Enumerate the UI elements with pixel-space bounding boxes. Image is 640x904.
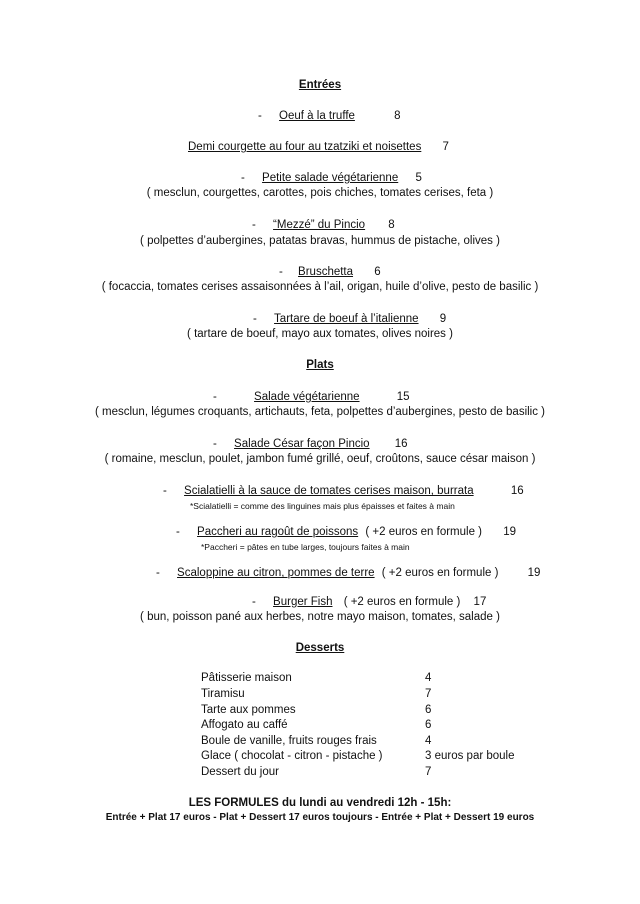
item-formule-note: ( +2 euros en formule ) bbox=[343, 596, 461, 608]
dessert-name: Dessert du jour bbox=[201, 766, 279, 778]
item-dash: - bbox=[279, 266, 283, 278]
item-price: 15 bbox=[396, 391, 410, 403]
item-dash: - bbox=[163, 485, 167, 497]
menu-item-tartare bbox=[253, 312, 446, 326]
item-name: Oeuf à la truffe bbox=[279, 110, 355, 122]
item-name: Burger Fish bbox=[273, 596, 333, 608]
item-name: Demi courgette au four au tzatziki et noisettes bbox=[188, 141, 422, 153]
item-price: 16 bbox=[510, 485, 524, 497]
dessert-price: 6 bbox=[425, 704, 432, 716]
item-dash: - bbox=[258, 110, 262, 122]
item-price: 5 bbox=[415, 172, 422, 184]
menu-item-salade-cesar bbox=[213, 437, 408, 451]
dessert-price: 4 bbox=[425, 672, 432, 684]
item-description: ( focaccia, tomates cerises assaisonnées à l’ail, origan, huile d’olive, pesto de basilic ) bbox=[101, 281, 539, 293]
menu-item-oeuf bbox=[258, 109, 401, 123]
dessert-price: 7 bbox=[425, 766, 432, 778]
dessert-name: Glace ( chocolat - citron - pistache ) bbox=[201, 750, 383, 762]
item-formule-note: ( +2 euros en formule ) bbox=[381, 567, 499, 579]
item-dash: - bbox=[213, 391, 217, 403]
dessert-name: Pâtisserie maison bbox=[201, 672, 292, 684]
dessert-price: 3 euros par boule bbox=[425, 750, 515, 762]
item-name: “Mezzé” du Pincio bbox=[273, 219, 366, 231]
dessert-price: 4 bbox=[425, 735, 432, 747]
item-dash: - bbox=[213, 438, 217, 450]
item-name: Petite salade végétarienne bbox=[262, 172, 399, 184]
item-name: Salade végétarienne bbox=[254, 391, 360, 403]
menu-item-scialatielli bbox=[163, 484, 524, 498]
item-dash: - bbox=[241, 172, 245, 184]
menu-item-scaloppine bbox=[156, 566, 540, 580]
item-description: ( mesclun, légumes croquants, artichauts, feta, polpettes d’aubergines, pesto de basilic ) bbox=[94, 406, 546, 418]
item-description: ( polpettes d’aubergines, patatas bravas, hummus de pistache, olives ) bbox=[140, 235, 500, 247]
dessert-name: Tarte aux pommes bbox=[201, 704, 296, 716]
menu-item-salade-vegetarienne bbox=[213, 390, 410, 404]
item-description: ( mesclun, courgettes, carottes, pois chiches, tomates cerises, feta ) bbox=[146, 187, 494, 199]
dessert-name: Tiramisu bbox=[201, 688, 245, 700]
item-name: Scialatielli à la sauce de tomates cerises maison, burrata bbox=[184, 485, 474, 497]
formules-detail: Entrée + Plat 17 euros - Plat + Dessert 17 euros toujours - Entrée + Plat + Dessert 19 euros bbox=[105, 812, 535, 823]
item-name: Scaloppine au citron, pommes de terre bbox=[177, 567, 375, 579]
item-price: 7 bbox=[442, 141, 449, 153]
dessert-price: 6 bbox=[425, 719, 432, 731]
item-price: 8 bbox=[388, 219, 395, 231]
item-footnote: *Paccheri = pâtes en tube larges, toujours faites à main bbox=[201, 542, 410, 552]
section-title-desserts: Desserts bbox=[295, 642, 345, 654]
item-dash: - bbox=[176, 526, 180, 538]
item-price: 19 bbox=[503, 526, 517, 538]
item-price: 8 bbox=[394, 110, 401, 122]
dessert-price: 7 bbox=[425, 688, 432, 700]
menu-item-burger-fish bbox=[252, 595, 486, 609]
menu-item-bruschetta bbox=[279, 265, 381, 279]
item-dash: - bbox=[252, 219, 256, 231]
section-title-plats: Plats bbox=[306, 359, 334, 371]
menu-item-mezze bbox=[252, 218, 395, 232]
item-name: Bruschetta bbox=[298, 266, 354, 278]
menu-item-paccheri bbox=[176, 525, 516, 539]
item-price: 16 bbox=[394, 438, 408, 450]
item-price: 9 bbox=[439, 313, 447, 325]
item-price: 17 bbox=[473, 596, 487, 608]
item-name: Tartare de boeuf à l’italienne bbox=[274, 313, 419, 325]
item-formule-note: ( +2 euros en formule ) bbox=[365, 526, 483, 538]
formules-title: LES FORMULES du lundi au vendredi 12h - 15h: bbox=[188, 797, 452, 809]
dessert-name: Affogato au caffé bbox=[201, 719, 288, 731]
item-dash: - bbox=[253, 313, 257, 325]
item-description: ( tartare de boeuf, mayo aux tomates, olives noires ) bbox=[187, 328, 453, 340]
dessert-name: Boule de vanille, fruits rouges frais bbox=[201, 735, 377, 747]
menu-item-courgette bbox=[188, 140, 449, 154]
item-dash: - bbox=[252, 596, 256, 608]
item-name: Paccheri au ragoût de poissons bbox=[197, 526, 359, 538]
item-dash: - bbox=[156, 567, 160, 579]
item-footnote: *Scialatielli = comme des linguines mais plus épaisses et faites à main bbox=[190, 501, 455, 511]
item-description: ( bun, poisson pané aux herbes, notre mayo maison, tomates, salade ) bbox=[140, 611, 500, 623]
item-name: Salade César façon Pincio bbox=[234, 438, 370, 450]
item-description: ( romaine, mesclun, poulet, jambon fumé grillé, oeuf, croûtons, sauce césar maison ) bbox=[104, 453, 536, 465]
item-price: 6 bbox=[374, 266, 381, 278]
item-price: 19 bbox=[527, 567, 541, 579]
section-title-entrees: Entrées bbox=[298, 79, 342, 91]
menu-item-petite-salade bbox=[241, 171, 422, 185]
